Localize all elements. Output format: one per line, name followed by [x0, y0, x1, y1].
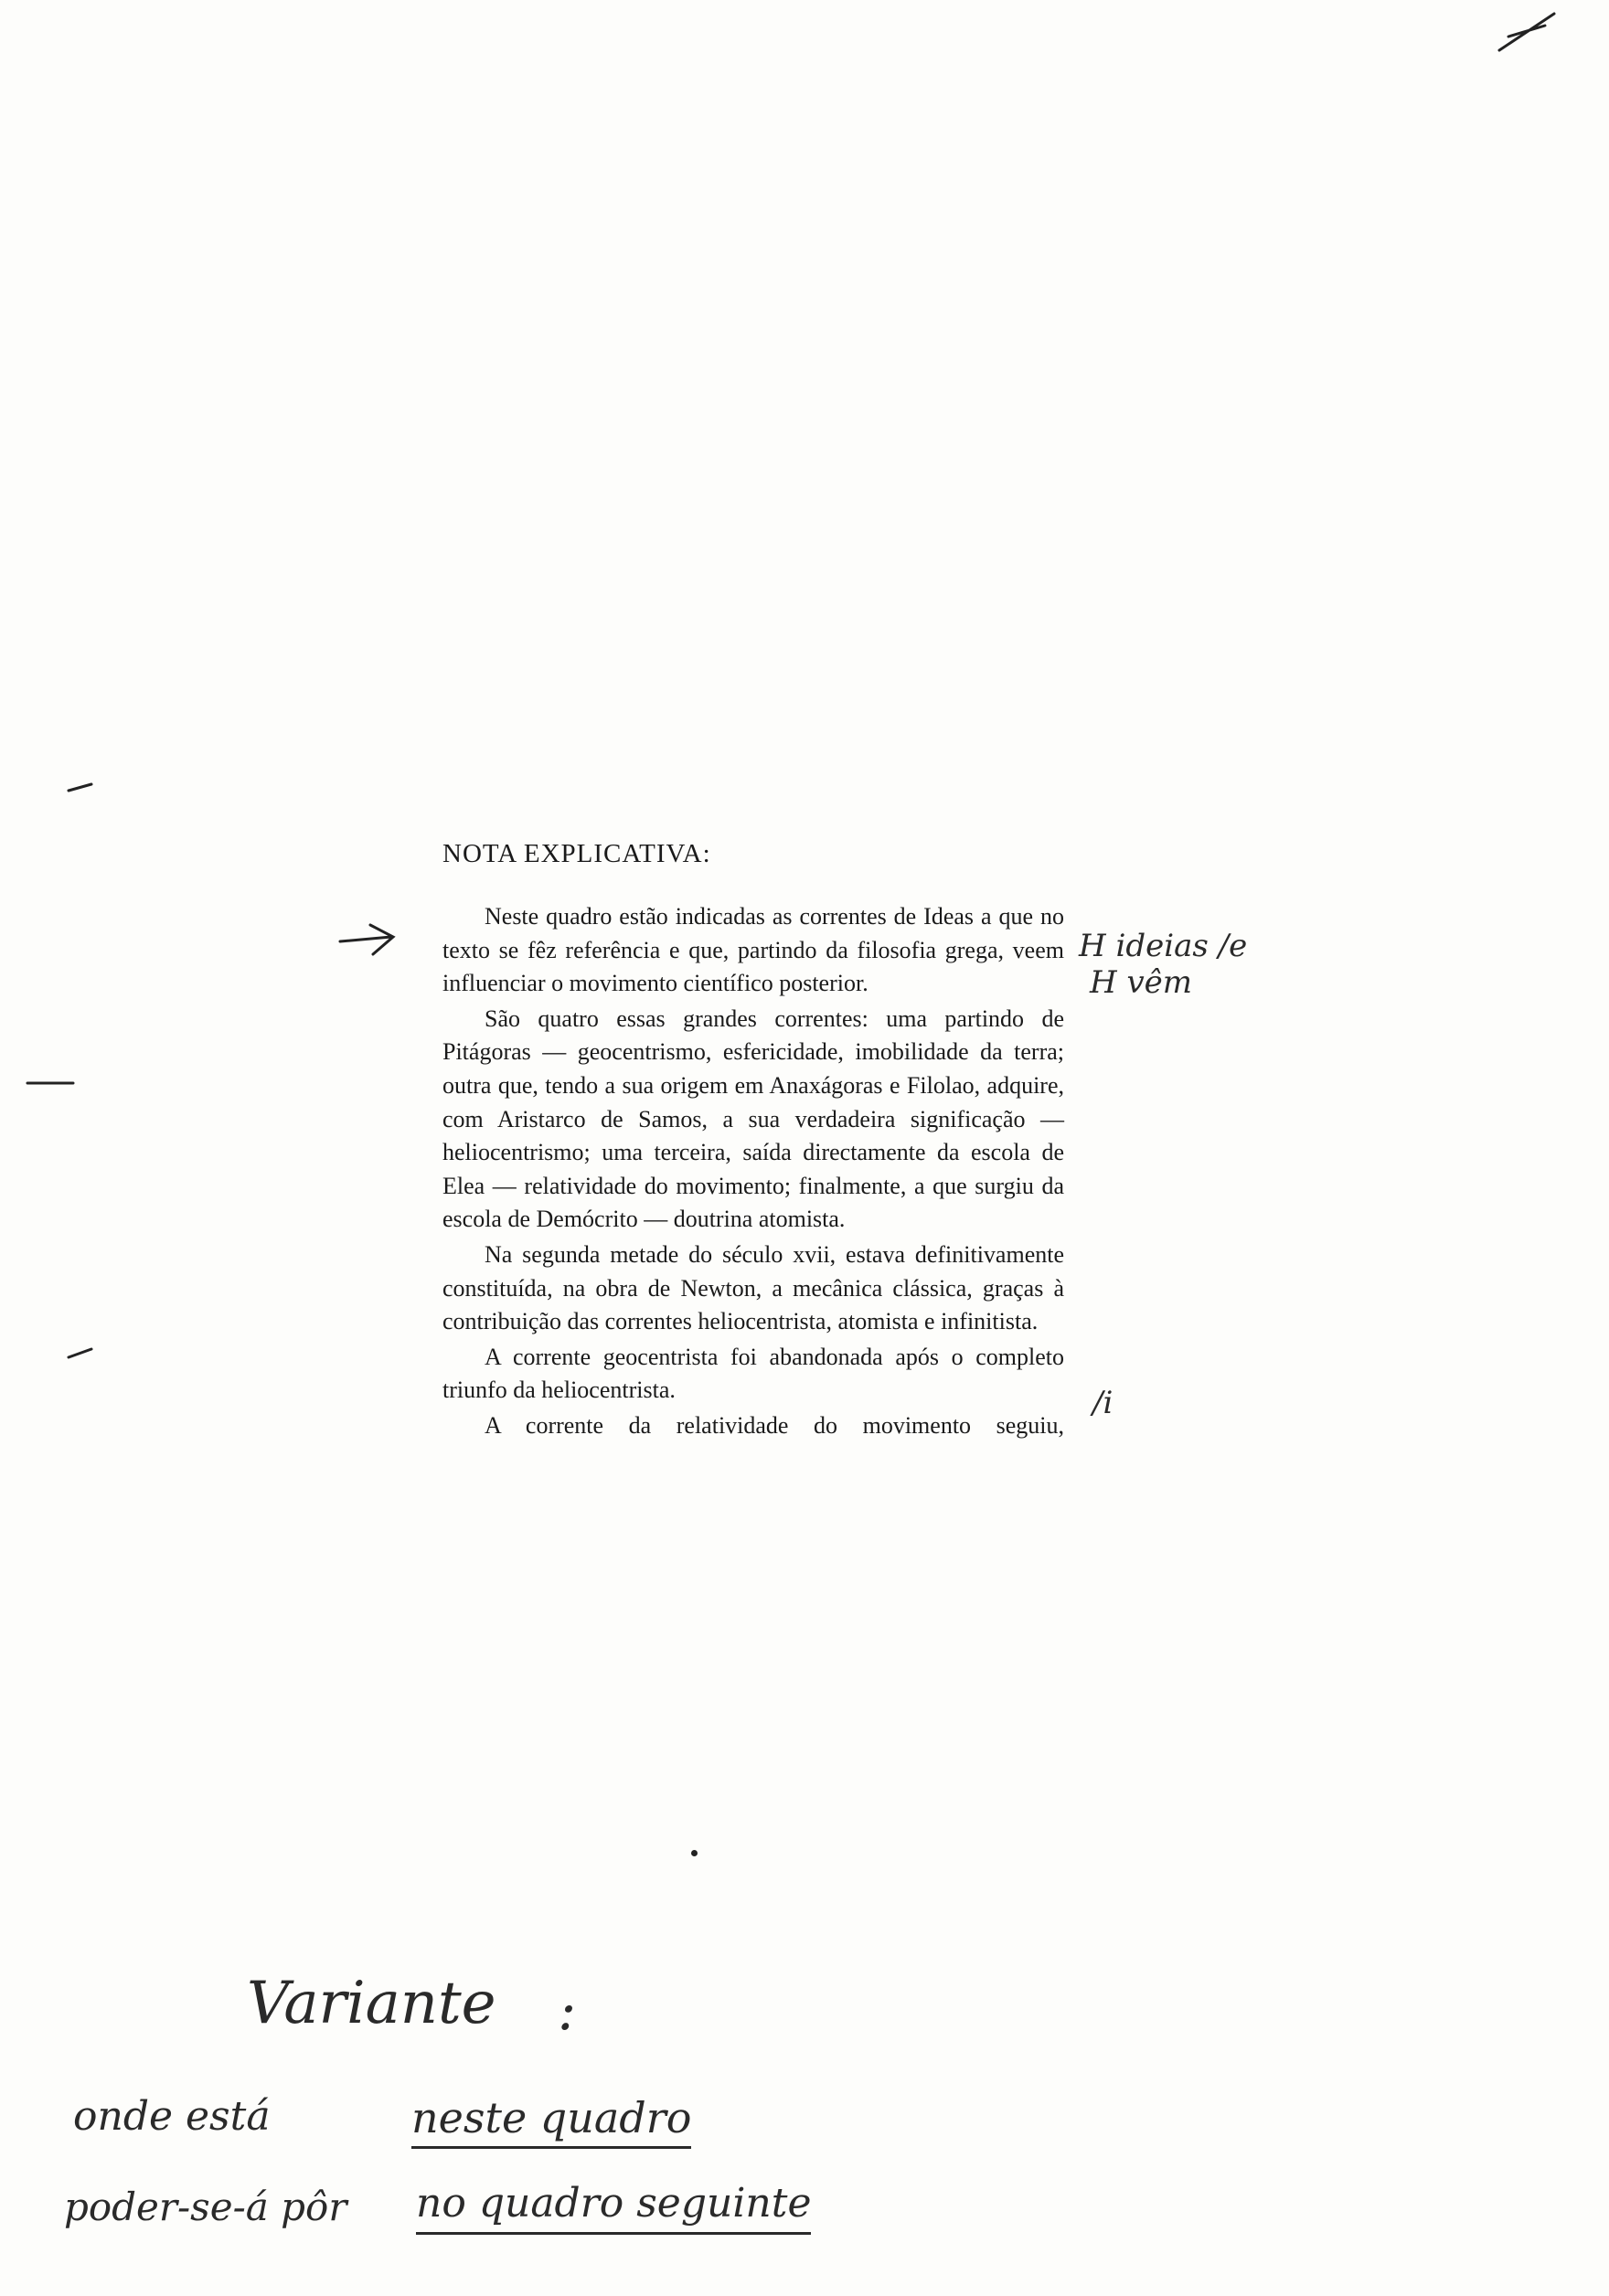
variante-replacement-phrase: no quadro seguinte: [416, 2180, 811, 2235]
paragraph-3: Na segunda metade do século xvii, estava definitivamente constituída, na obra de Newton, a mecânica clássica, graças à contribuição das correntes heliocentrista, atomista e infinitista.: [442, 1240, 1064, 1335]
explanatory-text: [442, 900, 1064, 1445]
margin-tick-mark-2: [69, 1349, 91, 1357]
variante-title: Variante: [247, 1970, 496, 2037]
margin-note-vem: H vêm: [1090, 964, 1193, 1001]
margin-note-ideias: H ideias /e: [1079, 928, 1248, 964]
variante-where-label: onde está: [73, 2093, 271, 2140]
corner-slash-mark: [1499, 14, 1554, 50]
ink-dot: [691, 1850, 698, 1856]
paragraph-4: A corrente geocentrista foi abandonada após o completo triunfo da heliocentrista.: [442, 1343, 1064, 1404]
page-heading: NOTA EXPLICATIVA:: [442, 839, 711, 868]
variante-original-phrase: neste quadro: [411, 2093, 691, 2149]
variante-replace-label: poder-se-á pôr: [64, 2184, 347, 2229]
arrow-icon: [340, 925, 393, 954]
paragraph-2: São quatro essas grandes correntes: uma partindo de Pitágoras — geocentrismo, esfericidade, imobilidade da terra; outra que, tendo a sua origem em Anaxágoras e Filolao, adquire, com Aristarco de Samos, a sua verdadeira significação — heliocentrismo; uma terceira, saída directamente da escola de Elea — relatividade do movimento; finalmente, a que surgiu da escola de Demócrito — doutrina atomista.: [442, 1004, 1064, 1233]
margin-tick-mark: [69, 784, 91, 791]
paragraph-1: Neste quadro estão indicadas as correntes de Ideas a que no texto se fêz referência e que, partindo da filosofia grega, veem influenciar o movimento científico posterior.: [442, 903, 1064, 997]
margin-note-i: /i: [1092, 1385, 1114, 1421]
paragraph-5: A corrente da relatividade do movimento seguiu,: [485, 1411, 1064, 1439]
variante-colon: :: [558, 1979, 577, 2043]
